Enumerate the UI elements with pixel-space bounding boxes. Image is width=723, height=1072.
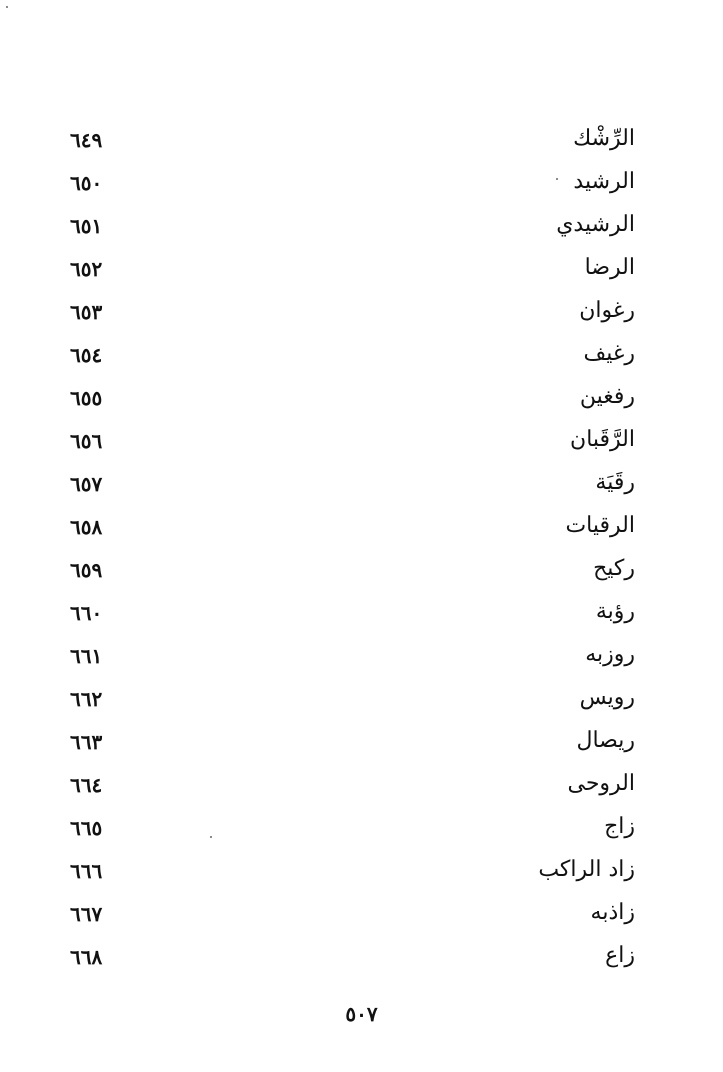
index-entry bbox=[0, 935, 723, 978]
index-term: زاد الراكب bbox=[538, 857, 635, 882]
index-entry bbox=[0, 849, 723, 892]
index-entry bbox=[0, 548, 723, 591]
index-term: رويس bbox=[579, 685, 635, 710]
index-term: الرِّشْك bbox=[573, 126, 635, 151]
index-number: ٦٦٣ bbox=[70, 730, 103, 754]
index-number: ٦٦٨ bbox=[70, 945, 103, 969]
index-term: رفغين bbox=[579, 384, 635, 409]
index-entry bbox=[0, 290, 723, 333]
index-term: رغيف bbox=[583, 341, 635, 366]
index-entry bbox=[0, 204, 723, 247]
index-number: ٦٥٣ bbox=[70, 300, 103, 324]
index-term: الرشيد bbox=[573, 169, 635, 194]
index-entry bbox=[0, 720, 723, 763]
index-number: ٦٥٩ bbox=[70, 558, 103, 582]
scan-speck bbox=[6, 6, 8, 8]
index-term: الرقيات bbox=[565, 513, 635, 538]
index-entry bbox=[0, 462, 723, 505]
index-list bbox=[0, 118, 723, 978]
index-entry bbox=[0, 591, 723, 634]
index-entry bbox=[0, 376, 723, 419]
index-number: ٦٦٦ bbox=[70, 859, 103, 883]
index-entry bbox=[0, 677, 723, 720]
index-entry bbox=[0, 763, 723, 806]
index-term: زاع bbox=[605, 943, 635, 968]
index-number: ٦٥٨ bbox=[70, 515, 103, 539]
index-number: ٦٤٩ bbox=[70, 128, 103, 152]
index-term: ركيح bbox=[593, 556, 635, 581]
index-term: رغوان bbox=[579, 298, 635, 323]
index-number: ٦٥٠ bbox=[70, 171, 103, 195]
index-number: ٦٥١ bbox=[70, 214, 103, 238]
index-entry bbox=[0, 806, 723, 849]
index-term: روزبه bbox=[585, 642, 635, 667]
index-entry bbox=[0, 634, 723, 677]
index-term: ريصال bbox=[576, 728, 635, 753]
index-number: ٦٥٢ bbox=[70, 257, 103, 281]
index-number: ٦٥٥ bbox=[70, 386, 103, 410]
index-entry bbox=[0, 161, 723, 204]
index-number: ٦٦٢ bbox=[70, 687, 103, 711]
index-entry bbox=[0, 419, 723, 462]
index-number: ٦٦٧ bbox=[70, 902, 103, 926]
index-number: ٦٦٠ bbox=[70, 601, 103, 625]
index-term: زاج bbox=[604, 814, 635, 839]
index-term: الروحى bbox=[567, 771, 635, 796]
index-term: الرَّقَبان bbox=[570, 427, 635, 452]
index-number: ٦٥٧ bbox=[70, 472, 103, 496]
index-entry bbox=[0, 505, 723, 548]
index-entry bbox=[0, 247, 723, 290]
index-term: الرشيدي bbox=[556, 212, 635, 237]
index-term: رقَيَة bbox=[595, 470, 635, 495]
index-entry bbox=[0, 892, 723, 935]
index-number: ٦٥٤ bbox=[70, 343, 103, 367]
index-entry bbox=[0, 118, 723, 161]
page-number: ٥٠٧ bbox=[345, 1002, 378, 1026]
index-number: ٦٦١ bbox=[70, 644, 103, 668]
index-term: رؤبة bbox=[595, 599, 635, 624]
index-number: ٦٥٦ bbox=[70, 429, 103, 453]
index-number: ٦٦٤ bbox=[70, 773, 103, 797]
index-number: ٦٦٥ bbox=[70, 816, 103, 840]
index-entry bbox=[0, 333, 723, 376]
index-term: الرضا bbox=[584, 255, 635, 280]
index-term: زاذبه bbox=[590, 900, 635, 925]
